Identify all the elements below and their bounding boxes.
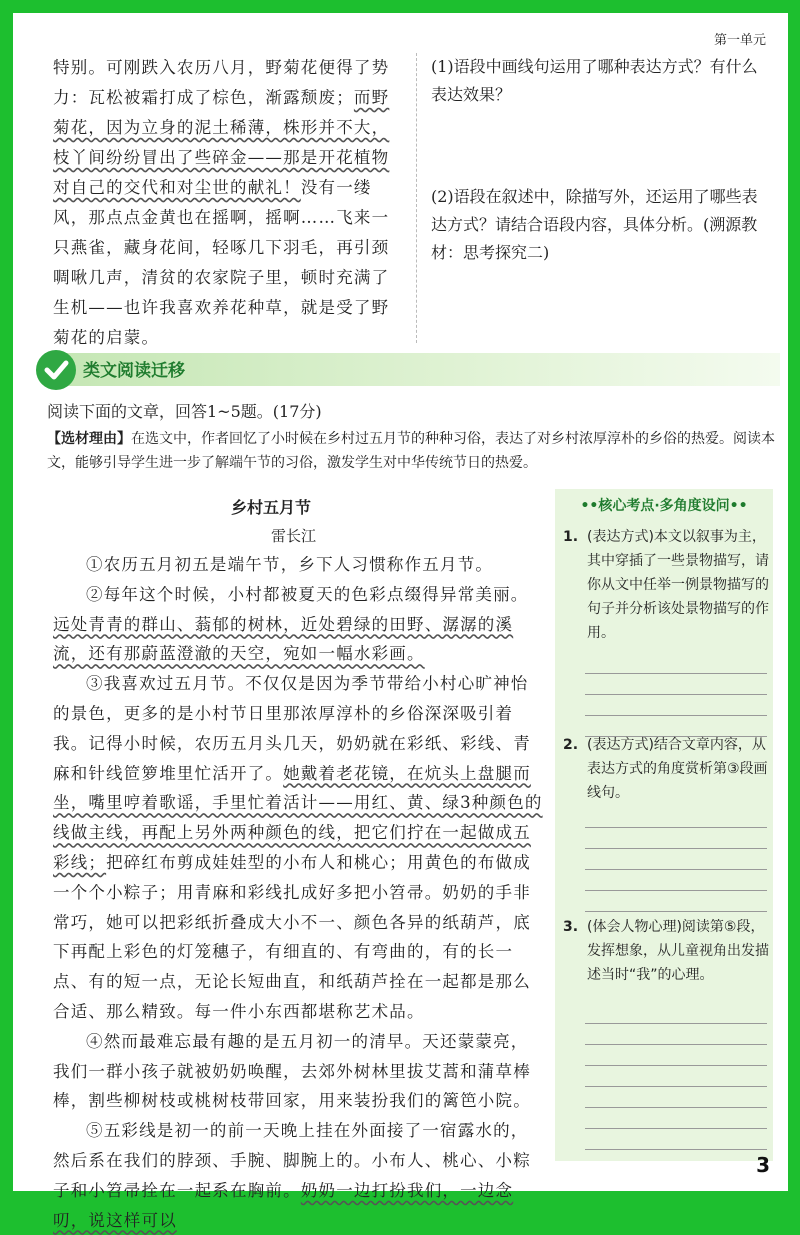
paragraph-5 <box>53 1116 543 1235</box>
question-number: 2. <box>563 737 579 753</box>
top-questions <box>431 53 771 267</box>
question-number: 3. <box>563 919 579 935</box>
check-icon <box>36 350 76 390</box>
section-title: 类文阅读迁移 <box>83 361 185 381</box>
reading-instruction: 阅读下面的文章，回答1~5题。(17分) <box>47 402 322 421</box>
selection-reason <box>47 427 782 475</box>
sidebar-question-1 <box>563 525 773 645</box>
sidebar-heading: ••核心考点·多角度设问•• <box>580 498 748 514</box>
column-divider <box>416 53 417 343</box>
paragraph-3-text-end: 把碎红布剪成娃娃型的小布人和桃心；用黄色的布做成一个个小粽子；用青麻和彩线扎成好多把小笤帚。奶奶的手非常巧，她可以把彩纸折叠成大小不一、颜色各异的纸葫芦，底下再配上彩色的灯笼穗子，有细直的、有弯曲的，有的长一点、有的短一点，无论长短曲直，和纸葫芦拴在一起都是那么合适、那么精致。每一件小东西都堪称艺术品。 <box>53 852 531 1021</box>
paragraph-3 <box>53 669 543 1027</box>
question-text: (表达方式)本文以叙事为主，其中穿插了一些景物描写，请你从文中任举一例景物描写的句子并分析该处景物描写的作用。 <box>587 529 769 641</box>
top-question-1: (1)语段中画线句运用了哪种表达方式？有什么表达效果？ <box>431 57 758 104</box>
top-passage <box>53 53 405 353</box>
paragraph-5-text: ⑤五彩线是初一的前一天晚上挂在外面接了一宿露水的，然后系在我们的脖颈、手腕、脚腕上的。小布人、桃心、小粽子和小笤帚拴在一起系在胸前。 <box>53 1121 531 1200</box>
paragraph-2-underlined: 远处青青的群山、蓊郁的树林，近处碧绿的田野、潺潺的溪流，还有那蔚蓝澄澈的天空，宛如一幅水彩画。 <box>53 614 514 664</box>
question-number: 1. <box>563 529 579 545</box>
unit-label: 第一单元 <box>713 33 766 48</box>
top-question-2: (2)语段在叙述中，除描写外，还运用了哪些表达方式？请结合语段内容，具体分析。(溯源教材：思考探究二) <box>431 187 758 262</box>
answer-lines-3[interactable] <box>585 1003 767 1150</box>
paragraph-5-underlined: 奶奶一边打扮我们，一边念叨，说这样可以 <box>53 1180 514 1230</box>
sidebar-question-3 <box>563 915 773 987</box>
question-text: (体会人物心理)阅读第⑤段，发挥想象，从儿童视角出发描述当时“我”的心理。 <box>587 919 769 983</box>
paragraph-2-text: ②每年这个时候，小村都被夏天的色彩点缀得异常美丽。 <box>86 584 529 604</box>
selection-reason-tag: 【选材理由】 <box>47 431 131 447</box>
paragraph-3-text: ③我喜欢过五月节。不仅仅是因为季节带给小村心旷神怡的景色，更多的是小村节日里那浓厚淳朴的乡俗深深吸引着我。记得小时候，农历五月头几天，奶奶就在彩纸、彩线、青麻和针线笸箩堆里忙活开了。 <box>53 674 531 783</box>
question-text: (表达方式)结合文章内容，从表达方式的角度赏析第③段画线句。 <box>587 737 768 801</box>
sidebar-question-2 <box>563 733 773 805</box>
page-number: 3 <box>756 1153 770 1177</box>
top-passage-underlined: 而野菊花，因为立身的泥土稀薄，株形并不大，枝丫间纷纷冒出了些碎金——那是开花植物对自己的交代和对尘世的献礼！ <box>53 88 390 197</box>
article-author: 雷长江 <box>271 527 317 545</box>
paragraph-4: ④然而最难忘最有趣的是五月初一的清早。天还蒙蒙亮，我们一群小孩子就被奶奶唤醒，去郊外树林里拔艾蒿和蒲草棒棒，割些柳树枝或桃树枝带回家，用来装扮我们的篱笆小院。 <box>53 1031 531 1111</box>
article-body <box>53 550 543 1235</box>
paragraph-2 <box>53 580 543 669</box>
selection-reason-text: 在选文中，作者回忆了小时候在乡村过五月节的种种习俗，表达了对乡村浓厚淳朴的乡俗的热爱。阅读本文，能够引导学生进一步了解端午节的习俗，激发学生对中华传统节日的热爱。 <box>47 431 775 471</box>
top-passage-text: 特别。可刚跌入农历八月，野菊花便得了势力：瓦松被霜打成了棕色，渐露颓废； <box>53 58 390 107</box>
top-passage-text-end: 没有一缕风，那点点金黄也在摇啊，摇啊……飞来一只燕雀，藏身花间，轻啄几下羽毛，再引颈啁啾几声，清贫的农家院子里，顿时充满了生机——也许我喜欢养花种草，就是受了野菊花的启蒙。 <box>53 178 390 347</box>
textbook-page <box>13 13 788 1230</box>
paragraph-3-underlined: 她戴着老花镜，在炕头上盘腿而坐，嘴里哼着歌谣，手里忙着活计——用红、黄、绿3种颜色的线做主线，再配上另外两种颜色的线，把它们拧在一起做成五彩线； <box>53 763 543 872</box>
article-title: 乡村五月节 <box>231 498 312 517</box>
paragraph-1: ①农历五月初五是端午节，乡下人习惯称作五月节。 <box>86 555 494 574</box>
answer-lines-1[interactable] <box>585 653 767 737</box>
answer-lines-2[interactable] <box>585 807 767 912</box>
